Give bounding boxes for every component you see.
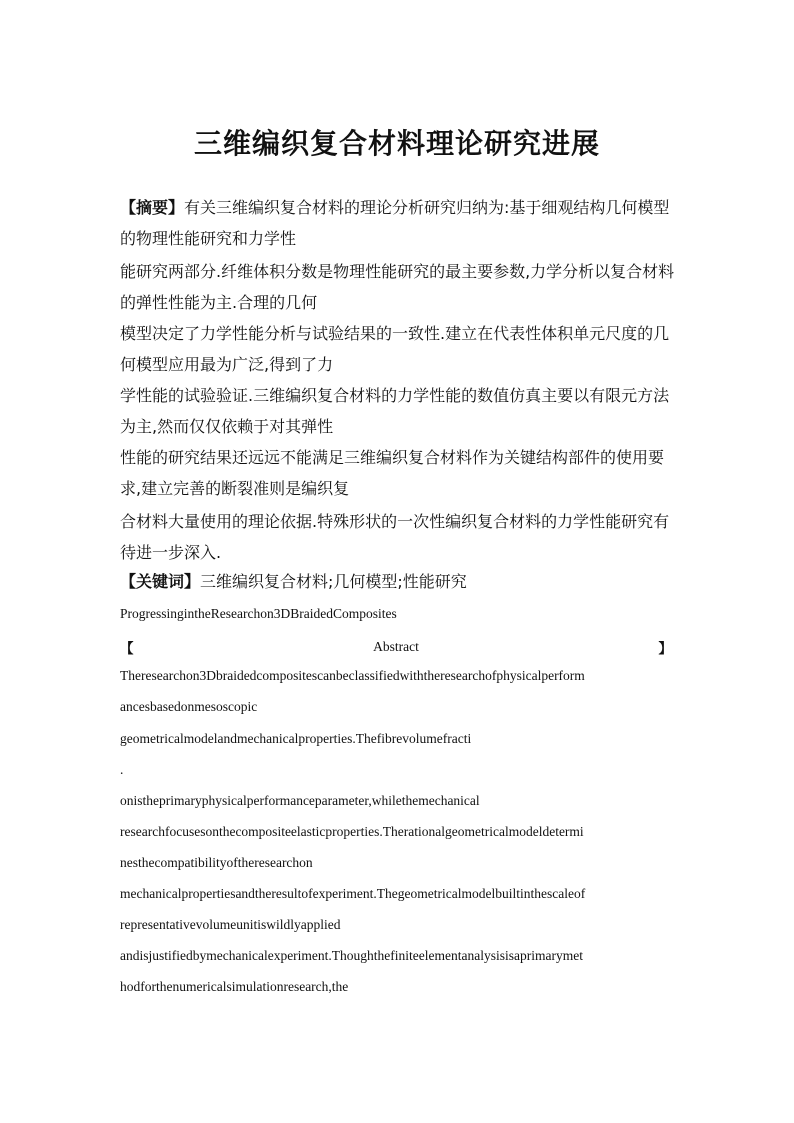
abstract-zh-line: 求,建立完善的断裂准则是编织复 [120, 479, 350, 498]
abstract-zh-line: 能研究两部分.纤维体积分数是物理性能研究的最主要参数,力学分析以复合材料 [120, 262, 675, 281]
page-title: 三维编织复合材料理论研究进展 [193, 127, 600, 160]
abstract-en-line: mechanicalpropertiesandtheresultofexperiment.Thegeometricalmodelbuiltinthescaleof [120, 886, 586, 901]
abstract-en-line: hodforthenumericalsimulationresearch,the [120, 979, 349, 994]
abstract-en-open-bracket: 【 [120, 640, 134, 657]
keywords [120, 566, 675, 597]
abstract-en-close-bracket: 】 [658, 640, 672, 657]
abstract-en-heading [120, 631, 672, 662]
abstract-en-line: nesthecompatibilityoftheresearchon [120, 855, 313, 870]
abstract-en-line: researchfocusesonthecompositeelasticproperties.Therationalgeometricalmodeldetermi [120, 824, 584, 839]
abstract-zh-line: 【摘要】有关三维编织复合材料的理论分析研究归纳为:基于细观结构几何模型 [120, 198, 670, 217]
abstract-zh-line: 的物理性能研究和力学性 [120, 229, 297, 248]
abstract-zh-label: 【摘要】 [120, 198, 185, 217]
abstract-zh-line: 待进一步深入. [120, 543, 222, 562]
abstract-zh-line: 何模型应用最为广泛,得到了力 [120, 355, 334, 374]
keywords-label: 【关键词】 [120, 572, 201, 591]
abstract-en-line: representativevolumeunitiswildlyapplied [120, 917, 341, 932]
abstract-zh-line: 合材料大量使用的理论依据.特殊形状的一次性编织复合材料的力学性能研究有 [120, 512, 670, 531]
abstract-en-line: ancesbasedonmesoscopic [120, 699, 258, 714]
abstract-zh-line: 性能的研究结果还远远不能满足三维编织复合材料作为关键结构部件的使用要 [120, 448, 665, 467]
abstract-zh-line: 学性能的试验验证.三维编织复合材料的力学性能的数值仿真主要以有限元方法 [120, 386, 670, 405]
abstract-en-line: Theresearchon3Dbraidedcompositescanbeclassifiedwiththeresearchofphysicalperform [120, 668, 585, 683]
abstract-en-label: Abstract [373, 638, 419, 654]
abstract-zh-line: 为主,然而仅仅依赖于对其弹性 [120, 417, 334, 436]
keywords-text: 三维编织复合材料;几何模型;性能研究 [200, 572, 467, 591]
abstract-zh-line: 的弹性性能为主.合理的几何 [120, 293, 318, 312]
abstract-en-line: geometricalmodelandmechanicalproperties.Thefibrevolumefracti [120, 731, 472, 746]
english-title: ProgressingintheResearchon3DBraidedComposites [120, 606, 397, 621]
abstract-en-line: onistheprimaryphysicalperformanceparameter,whilethemechanical [120, 793, 480, 808]
abstract-zh-line: 模型决定了力学性能分析与试验结果的一致性.建立在代表性体积单元尺度的几 [120, 324, 670, 343]
abstract-en-line: . [120, 762, 124, 777]
abstract-en-line: andisjustifiedbymechanicalexperiment.Thoughthefiniteelementanalysisisaprimarymet [120, 948, 583, 963]
